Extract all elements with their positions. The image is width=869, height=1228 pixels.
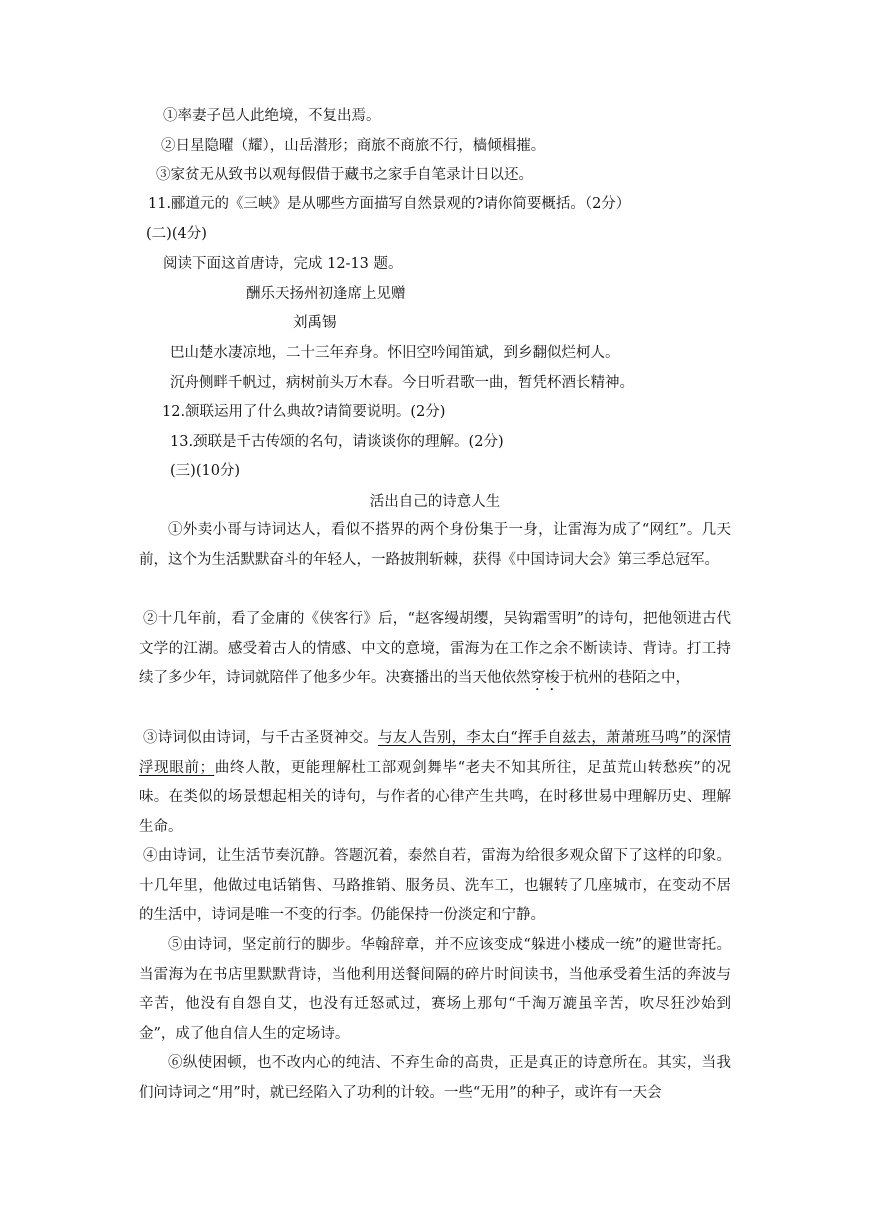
poem-line-2: 沉舟侧畔千帆过，病树前头万木春。今日听君歌一曲，暂凭杯酒长精神。	[170, 375, 634, 391]
poem-line-1: 巴山楚水凄凉地，二十三年弃身。怀旧空吟闻笛斌，到乡翻似烂柯人。	[170, 345, 620, 361]
article-paragraph-5: ⑤由诗词，坚定前行的脚步。华翰辞章，并不应该变成“躲进小楼成一统”的避世寄托。当雷海为在书店里默默背诗，当他利用送餐间隔的碎片时间读书，当他承受着生活的奔波与辛苦，他没有自怨自艾，也没有迁怒贰过，赛场上那句“千淘万漉虽辛苦，吹尽狂沙始到金”，成了他自信人生的定场诗。	[139, 937, 731, 1042]
paragraph-2-text-b: 于杭州的巷陌之中，	[559, 670, 690, 687]
article-paragraph-4: ④由诗词，让生活节奏沉静。答题沉着，泰然自若，雷海为给很多观众留下了这样的印象。十几年里，他做过电话销售、马路推销、服务员、洗车工，也辗转了几座城市，在变动不居的生活中，诗词是唯一不变的行李。仍能保持一份淡定和宁静。	[139, 848, 731, 924]
poem-title: 酬乐天扬州初逢席上见赠	[246, 286, 406, 302]
paragraph-2-text-a: ②十几年前，看了金庸的《侠客行》后，“赵客缦胡缨，吴钩霜雪明”的诗句，把他领进古代文学的江湖。感受着古人的情感、中文的意境，雷海为在工作之余不断读诗、背诗。打工持续了多少年，诗词就陪伴了他多少年。决赛播出的当天他依然	[139, 611, 731, 687]
classical-sentence-2: ②日星隐曜（耀），山岳潜形；商旅不商旅不行，樯倾楫摧。	[161, 138, 546, 154]
section-2-instruction: 阅读下面这首唐诗，完成 12-13 题。	[163, 256, 403, 272]
paragraph-3-text-a: ③诗词似由诗词，与千古圣贤神交。	[143, 730, 379, 746]
section-2-heading: (二)(4分)	[146, 226, 207, 242]
article-paragraph-3	[139, 724, 731, 842]
classical-sentence-1: ①率妻子邑人此绝境，不复出焉。	[163, 108, 381, 124]
question-13: 13.颈联是千古传颂的名句，请谈谈你的理解。(2分)	[170, 434, 504, 450]
poem-author: 刘禹锡	[293, 315, 337, 331]
paragraph-3-text-b: 曲终人散，更能理解杜工部观剑舞毕“老夫不知其所往，足茧荒山转愁疾”的况味。在类似的场景想起相关的诗句，与作者的心律产生共鸣，在时移世易中理解历史、理解生命。	[139, 759, 731, 835]
article-paragraph-6: ⑥纵使困顿，也不改内心的纯洁、不弃生命的高贵，正是真正的诗意所在。其实，当我们问诗词之“用”时，就已经陷入了功利的计较。一些“无用”的种子，或许有一天会	[139, 1055, 731, 1101]
question-12: 12.颔联运用了什么典故?请简要说明。(2分)	[162, 404, 446, 420]
dotted-word-chuansuo: 穿梭	[530, 670, 560, 687]
article-paragraph-2	[139, 605, 731, 694]
article-title: 活出自己的诗意人生	[369, 494, 501, 510]
section-3-heading: (三)(10分)	[170, 463, 241, 479]
classical-sentence-3: ③家贫无从致书以观每假借于藏书之家手自笔录计日以还。	[156, 167, 533, 183]
question-11: 11.郦道元的《三峡》是从哪些方面描写自然景观的?请你简要概括。（2分）	[148, 196, 631, 212]
underlined-sentence: 与友人告别，李太白“挥手自兹去，萧萧班马鸣”的深情浮现眼前；	[139, 730, 732, 776]
article-paragraph-1: ①外卖小哥与诗词达人，看似不搭界的两个身份集于一身，让雷海为成了“网红”。几天前，这个为生活默默奋斗的年轻人，一路披荆斩棘，获得《中国诗词大会》第三季总冠军。	[139, 522, 731, 568]
